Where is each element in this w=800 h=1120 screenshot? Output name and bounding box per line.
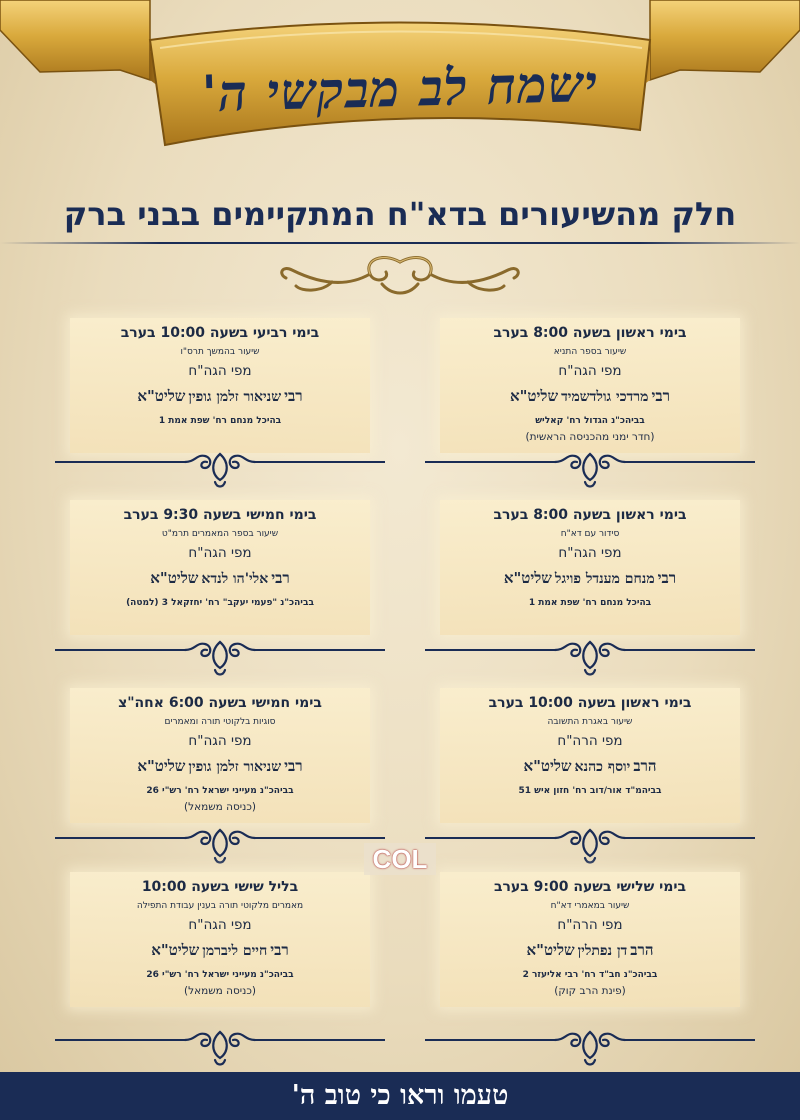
lecturer-name: שניאור זלמן גופין [188,759,282,775]
flourish-divider-icon [55,828,385,868]
location-note: (חדר ימני מהכניסה הראשית) [525,431,655,443]
lecture-by: מפי הגה"ח [188,917,252,933]
flourish-divider-icon [55,452,385,492]
lecture-time: בימי שלישי בשעה 9:00 בערב [493,879,687,895]
lecture-card [70,688,370,823]
lecture-location: בביהמ"ד אור/דוב רח' חזון איש 51 [518,786,662,796]
flourish-divider-icon [425,1030,755,1070]
location-note: (כניסה משמאל) [184,985,256,997]
footer-banner: טעמו וראו כי טוב ה' [0,1072,800,1120]
flourish-divider-icon [425,640,755,680]
lecturer-prefix: רבי [651,387,670,405]
lecture-by: מפי הגה"ח [558,363,622,379]
lecturer-suffix: שליט"א [526,941,575,959]
banner-title: ישמח לב מבקשי ה' [201,53,599,123]
lecture-by: מפי הגה"ח [188,363,252,379]
lecture-by: מפי הגה"ח [188,733,252,749]
lecturer-suffix: שליט"א [150,569,199,587]
flourish-divider-icon [425,828,755,868]
lecture-topic: שיעור בספר המאמרים תרמ"ט [161,529,279,539]
lecture-time: בימי ראשון בשעה 10:00 בערב [488,695,692,711]
lecturer-prefix: רבי [271,569,290,587]
lecturer-prefix: רבי [657,569,677,587]
lecturer-prefix: רבי [284,757,303,775]
lecture-topic: סוגיות בלקוטי תורה ומאמרים [164,717,276,727]
lecture-card [440,318,740,453]
lecture-location: בביהכ"נ חב"ד רח' רבי אליעזר 2 [522,970,658,980]
flourish-divider-icon [55,640,385,680]
lecture-location: בביהכ"נ "פעמי יעקב" רח' יחזקאל 3 (למטה) [126,598,314,608]
lecturer-name: אלי'הו לנדא [201,571,269,587]
lecture-card [70,318,370,453]
lecturer-prefix: רבי [270,941,289,959]
lecture-time: בימי ראשון בשעה 8:00 בערב [493,507,687,523]
lecture-card [440,500,740,635]
lecturer-prefix: הרב [630,941,654,959]
lecture-card [440,872,740,1007]
lecturer-line [70,381,370,412]
lecturer-line [70,751,370,782]
lecture-location: בהיכל מנחם רח' שפת אמת 1 [158,416,282,426]
lecturer-line [440,563,740,594]
lecturer-suffix: שליט"א [137,757,186,775]
lecture-time: בליל שישי בשעה 10:00 [141,879,299,895]
lecture-card [440,688,740,823]
lecturer-suffix: שליט"א [503,569,552,587]
lecturer-line [440,751,740,782]
lecturer-line [440,935,740,966]
lecture-location: בהיכל מנחם רח' שפת אמת 1 [528,598,652,608]
lecturer-name: שניאור זלמן גופין [188,389,282,405]
page-subtitle: חלק מהשיעורים בדא"ח המתקיימים בבני ברק [63,195,737,233]
lecture-time: בימי חמישי בשעה 9:30 בערב [123,507,317,523]
lecture-time: בימי ראשון בשעה 8:00 בערב [493,325,687,341]
subtitle-rule [0,242,800,244]
lecture-topic: שיעור בהמשך תרס"ו [180,347,260,357]
lecture-location: בביהכ"נ מעייני ישראל רח' רש"י 26 [146,970,294,980]
lecture-time: בימי חמישי בשעה 6:00 אחה"צ [118,695,322,711]
lecturer-suffix: שליט"א [151,941,200,959]
lecturer-suffix: שליט"א [137,387,186,405]
lecture-topic: מאמרים מלקוטי תורה בענין עבודת התפילה [136,901,304,911]
lecture-location: בביהכ"נ מעייני ישראל רח' רש"י 26 [146,786,294,796]
lecturer-line [70,935,370,966]
lecturer-line [70,563,370,594]
location-note: (כניסה משמאל) [184,801,256,813]
lecture-by: מפי הגה"ח [558,545,622,561]
title-banner [0,0,800,185]
lecturer-prefix: רבי [284,387,303,405]
lecture-topic: שיעור בספר התניא [553,347,627,357]
lecturer-name: חיים ליברמן [202,943,268,959]
scroll-ornament-icon [272,250,528,302]
lecture-topic: סידור עם דא"ח [560,529,620,539]
lecture-card [70,872,370,1007]
lecture-topic: שיעור באגרת התשובה [547,717,633,727]
col-watermark: COL [364,843,436,875]
lecturer-suffix: שליט"א [523,757,572,775]
lecturer-prefix: הרב [633,757,657,775]
lecturer-name: יוסף כהנא [574,759,631,775]
lecturer-line [440,381,740,412]
lecture-by: מפי הרה"ח [557,917,623,933]
lecturer-name: מנחם מענדל פויגל [554,571,655,587]
lecture-by: מפי הרה"ח [557,733,623,749]
lecture-location: בביהכ"נ הגדול רח' קאליש [535,416,645,426]
lecturer-name: דן נפתלין [577,943,628,959]
lecture-topic: שיעור במאמרי דא"ח [550,901,630,911]
flourish-divider-icon [55,1030,385,1070]
flourish-divider-icon [425,452,755,492]
lecture-card [70,500,370,635]
lecture-time: בימי רביעי בשעה 10:00 בערב [120,325,320,341]
lecture-by: מפי הגה"ח [188,545,252,561]
lecturer-name: מרדכי גולדשמיד [561,389,649,405]
location-note: (פינת הרב קוק) [554,985,626,997]
lecturer-suffix: שליט"א [509,387,559,405]
